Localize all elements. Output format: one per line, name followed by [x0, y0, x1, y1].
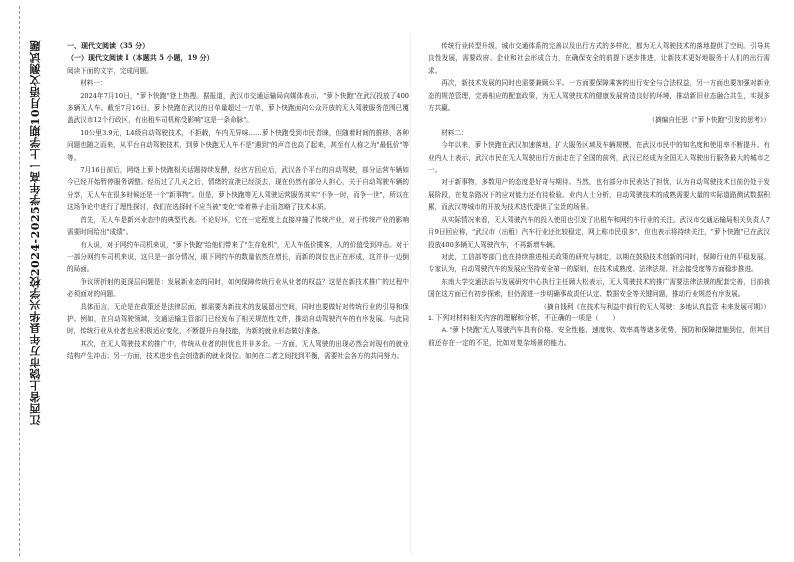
- paragraph: 今年以来，萝卜快跑在武汉加速落地，扩大服务区域及车辆规模，在武汉市民中的知名度和使用率不断提升。有业内人士表示，武汉市民在无人驾驶出行方面走在了全国的前列，武汉已经成为全国无人驾驶出行服务最大的城市之一。: [428, 141, 770, 175]
- column-divider: [410, 34, 411, 554]
- left-column: [67, 40, 409, 363]
- paragraph: 从实际情况来看，无人驾驶汽车的投入使用也引发了出租车和网约车行业的关注。武汉市交通运输局相关负责人7月9日回应称，"武汉市（出租）汽车行业还比较稳定，网上称市民很多"，但也表示将持续关注，"萝卜快跑"已在武汉投放400多辆无人驾驶汽车，不再新增车辆。: [428, 215, 770, 249]
- paragraph: 10公里3.9元，L4级自动驾驶技术，不拒载，车内无异味……萝卜快跑受到市民青睐，但随着时间的推移，各种问题也随之而来，从平台自动驾驶技术，到萝卜快跑无人车不是"遇到"的声音也高了起来，甚至有人称之为"最低价"等等。: [67, 128, 409, 162]
- material-label: 材料二：: [441, 128, 468, 137]
- subsection-heading: （一）现代文阅读 I（本题共 5 小题，19 分）: [67, 53, 214, 63]
- right-column: [428, 40, 770, 350]
- binding-margin: [0, 0, 60, 562]
- paragraph: 东南大学交通法治与发展研究中心执行主任顾大松表示，无人驾驶技术的推广需要法律法规的配套完善，目前我国在这方面已有初步探索，但仍需进一步明确事故责任认定、数据安全等关键问题，推动行业规范有序发展。: [428, 277, 770, 299]
- paragraph: 7月16日前后，网络上萝卜快跑相关话题持续发酵，经官方回应后，武汉各个平台的自动驾驶，部分运营车辆如今已经开始暂停服务调整。经历过了几天之后，情绪的宣泄已经淡去，现在仍然有部分人担心，关于自动驾驶车辆的分享，无人车在很多时候还是一个"新事物"。但是，萝卜快跑等无人驾驶运营服务其实"不争一时，而争一世"，所以在这场争论中进行了理性探讨，我们在选择时不应当被"变化"牵着鼻子走而忽略了技术本质。: [67, 166, 409, 212]
- question: 1. 下列对材料相关内容的理解和分析，不正确的一项是（ ）: [428, 314, 620, 322]
- paragraph: 有人说，对于网约车司机来说，"萝卜快跑"给他们带来了"生存危机"，无人车低价揽客，人的价值受到冲击。对于一部分网约车司机来说，这只是一部分情况，眼下网约车的数量依然在增长，而新的岗位也正在形成，这并非一边倒的局面。: [67, 240, 409, 274]
- paragraph: 具体而言，无论是在政策还是法律层面，都需要为新技术的发展留出空间，同时也要做好对传统行业的引导和保护。例如，在自动驾驶领域，交通运输主管部门已经发布了相关规范性文件，推动自动驾驶汽车的有序发展。与此同时，传统行业从业者也应积极适应变化，不断提升自身技能，为新的就业形态做好准备。: [67, 302, 409, 336]
- binding-line: [19, 6, 20, 556]
- paragraph: 对于新事物，多数用户的态度是好奇与期待。当然，也有部分市民表达了担忧，认为自动驾驶技术目前仍处于发展阶段，在复杂路况下的应对能力还有待检验。业内人士分析，自动驾驶技术的成熟需要大量的实际道路测试数据积累，而武汉等城市的开放为技术迭代提供了宝贵的场景。: [428, 178, 770, 212]
- source-citation: （摘编自任思《"萝卜快跑"引发的思考》）: [648, 116, 770, 125]
- source-citation: （摘自钱利《在技术与利益中前行的无人驾驶：多地认真监管 未来发展可期》）: [540, 302, 770, 311]
- paragraph: 再次，新技术发展的同时也需要兼顾公平。一方面要保障乘客的出行安全与合法权益，另一方面也要加强对新业态的规范管理，完善相应的配套政策，为无人驾驶技术的健康发展营造良好的环境，推动新旧业态融合共生，实现多方共赢。: [428, 79, 770, 113]
- paragraph: 首先，无人车是新兴业态中的典型代表。不论好坏，它在一定程度上直接冲撞了传统产业，对于传统产业的影响需要时间给出"成绩"。: [67, 215, 409, 237]
- paragraph: 传统行业转型升级，城市交通体系的完善以及出行方式的多样化，都为无人驾驶技术的落地提供了空间。引导其良性发展，需要政府、企业和社会形成合力，在确保安全的前提下逐步推进，让新技术更好地服务于人们的出行需求。: [428, 42, 770, 75]
- instruction: 阅读下面的文字，完成问题。: [67, 66, 153, 75]
- paragraph: 争议所折射的更深层问题是：发展新业态的同时，如何保障传统行业从业者的权益？这是在新技术推广的过程中必须面对的问题。: [67, 277, 409, 299]
- paragraph: 对此，工信部等部门也在持续推进相关政策的研究与制定，以期在鼓励技术创新的同时，保障行业的平稳发展。专家认为，自动驾驶汽车的发展应坚持安全第一的原则，在技术成熟度、法律法规、社会接受度等方面稳步推进。: [428, 252, 770, 274]
- paragraph: 2024年7月10日，"萝卜快跑"登上热搜。据报道，武汉市交通运输局向媒体表示，"萝卜快跑"在武汉投放了400多辆无人车。截至7月16日，萝卜快跑在武汉的日单量超过一万单，萝卜快跑面向公众开放的无人驾驶服务范围已覆盖武汉市12个行政区，有出租车司机称受影响"这是一条命脉"。: [67, 91, 409, 125]
- section-heading: 一、现代文阅读（35 分）: [67, 41, 150, 50]
- paragraph: 其次，在无人驾驶技术的推广中，传统从业者的担忧也并非多余。一方面，无人驾驶的出现必然会对现有的就业结构产生冲击；另一方面，技术进步也会创造新的就业岗位。如何在二者之间找到平衡，需要社会各方的共同努力。: [67, 339, 409, 361]
- document-title: 江西省上饶市万年县华兴学校2024-2025学年高一上学期10月语文测试题: [29, 40, 42, 426]
- material-label: 材料一：: [80, 79, 107, 88]
- option-a: A. "萝卜快跑"无人驾驶汽车具有价格、安全性能、速度快、效率高等诸多优势，预防和保障措施到位，但其目前还存在一定的不足，比如对复杂场景的能力。: [428, 327, 770, 347]
